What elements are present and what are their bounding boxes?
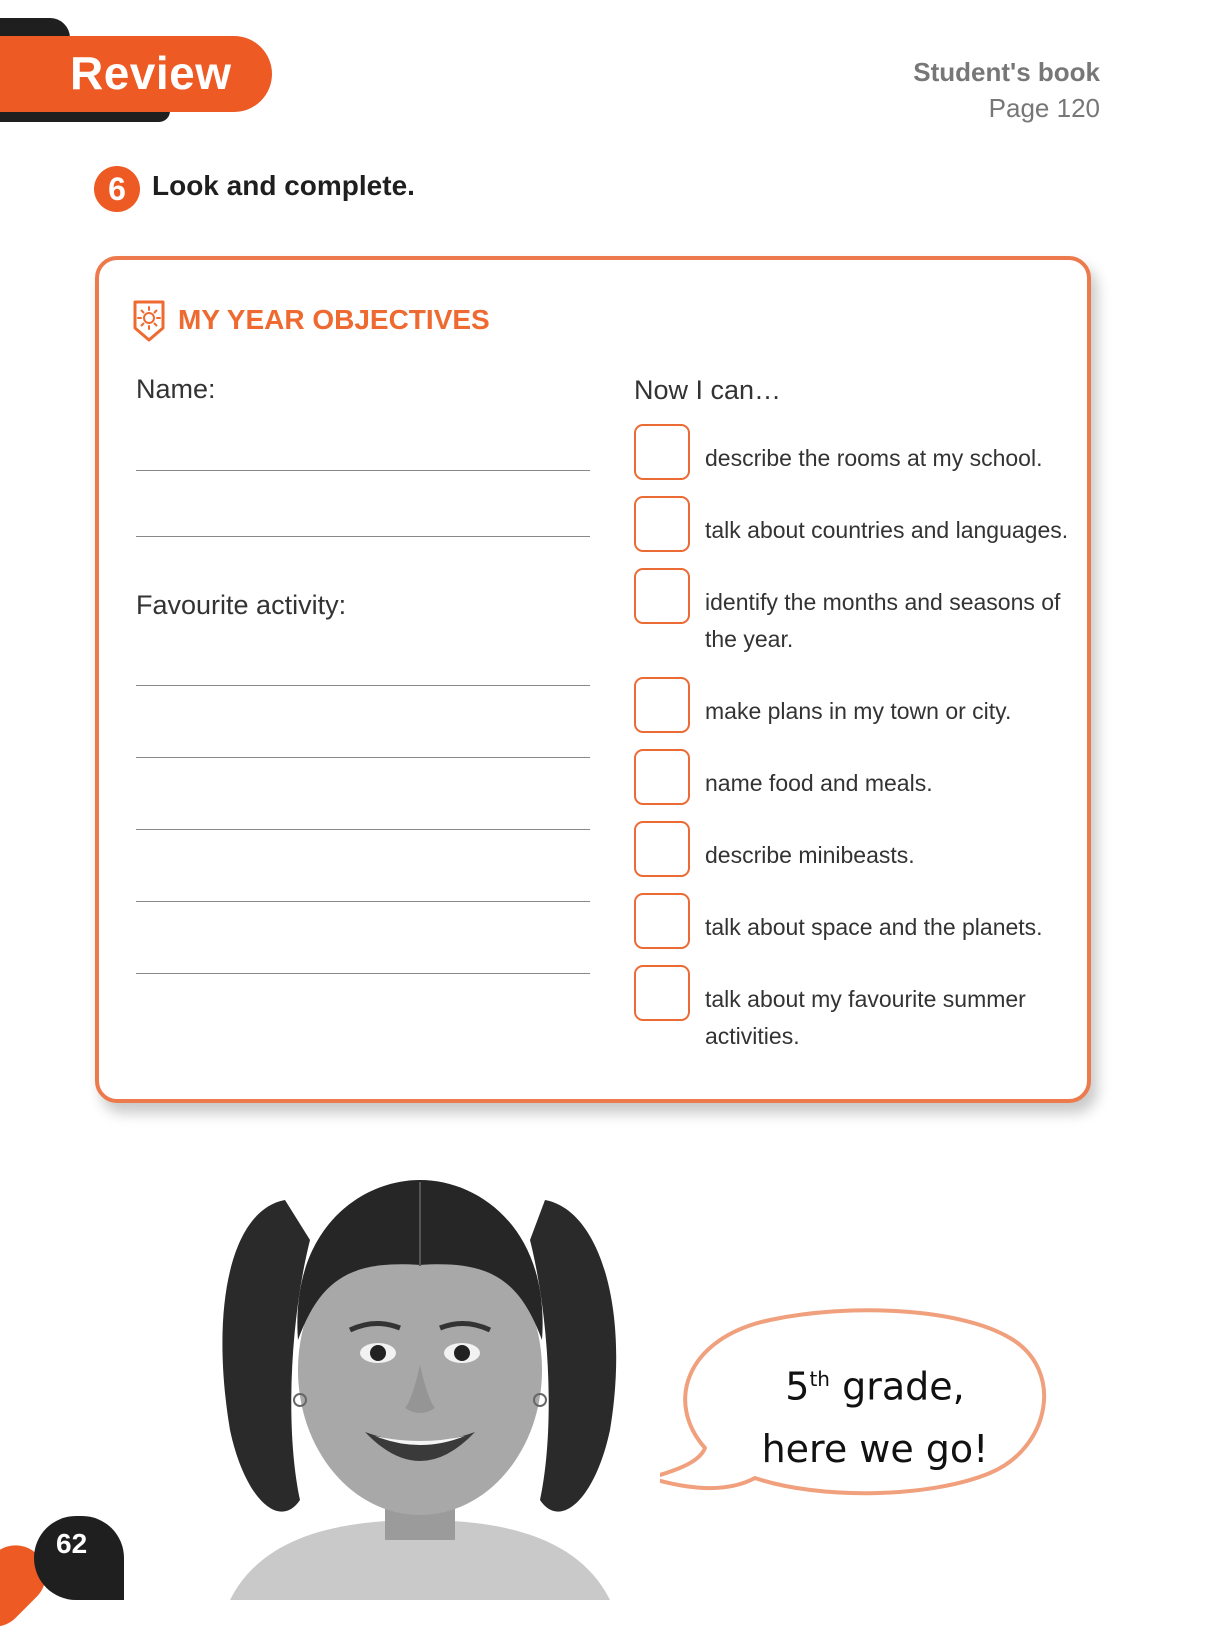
objective-checkbox[interactable] — [634, 496, 690, 552]
objective-text: name food and meals. — [705, 770, 933, 796]
exercise-instruction: Look and complete. — [152, 170, 415, 201]
speech-line-1: 5th grade, — [785, 1364, 965, 1409]
favourite-line-1[interactable] — [136, 685, 590, 686]
favourite-line-4[interactable] — [136, 901, 590, 902]
card-title: MY YEAR OBJECTIVES — [178, 304, 490, 335]
objective-checkbox[interactable] — [634, 568, 690, 624]
speech-line-2: here we go! — [761, 1426, 989, 1471]
page-number: 62 — [56, 1528, 88, 1559]
book-reference — [913, 54, 1100, 126]
objective-checkbox[interactable] — [634, 749, 690, 805]
objective-text: make plans in my town or city. — [705, 698, 1012, 724]
favourite-line-3[interactable] — [136, 829, 590, 830]
book-ref-label: Student's book — [913, 57, 1100, 87]
exercise-number-badge: 6 — [94, 166, 140, 212]
shield-sun-icon — [133, 300, 165, 342]
page-ref-label: Page 120 — [988, 93, 1100, 123]
objective-text: describe minibeasts. — [705, 842, 915, 868]
objective-checkbox[interactable] — [634, 677, 690, 733]
name-label: Name: — [136, 374, 216, 404]
objective-text: describe the rooms at my school. — [705, 445, 1043, 471]
objective-checkbox[interactable] — [634, 965, 690, 1021]
name-line-2[interactable] — [136, 536, 590, 537]
objective-checkbox[interactable] — [634, 893, 690, 949]
objective-checkbox[interactable] — [634, 821, 690, 877]
objective-checkbox[interactable] — [634, 424, 690, 480]
favourite-line-5[interactable] — [136, 973, 590, 974]
objective-text: talk about space and the planets. — [705, 914, 1043, 940]
now-i-can-label: Now I can… — [634, 375, 782, 405]
favourite-activity-label: Favourite activity: — [136, 590, 347, 620]
section-title: Review — [70, 47, 232, 99]
girl-photo — [190, 1170, 650, 1600]
objective-text: talk about my favourite summer activities. — [705, 986, 1026, 1049]
favourite-line-2[interactable] — [136, 757, 590, 758]
speech-text — [740, 1348, 1010, 1480]
objective-text: talk about countries and languages. — [705, 517, 1069, 543]
name-line-1[interactable] — [136, 470, 590, 471]
objective-text: identify the months and seasons of the year. — [705, 589, 1061, 652]
objectives-card — [95, 256, 1091, 1103]
